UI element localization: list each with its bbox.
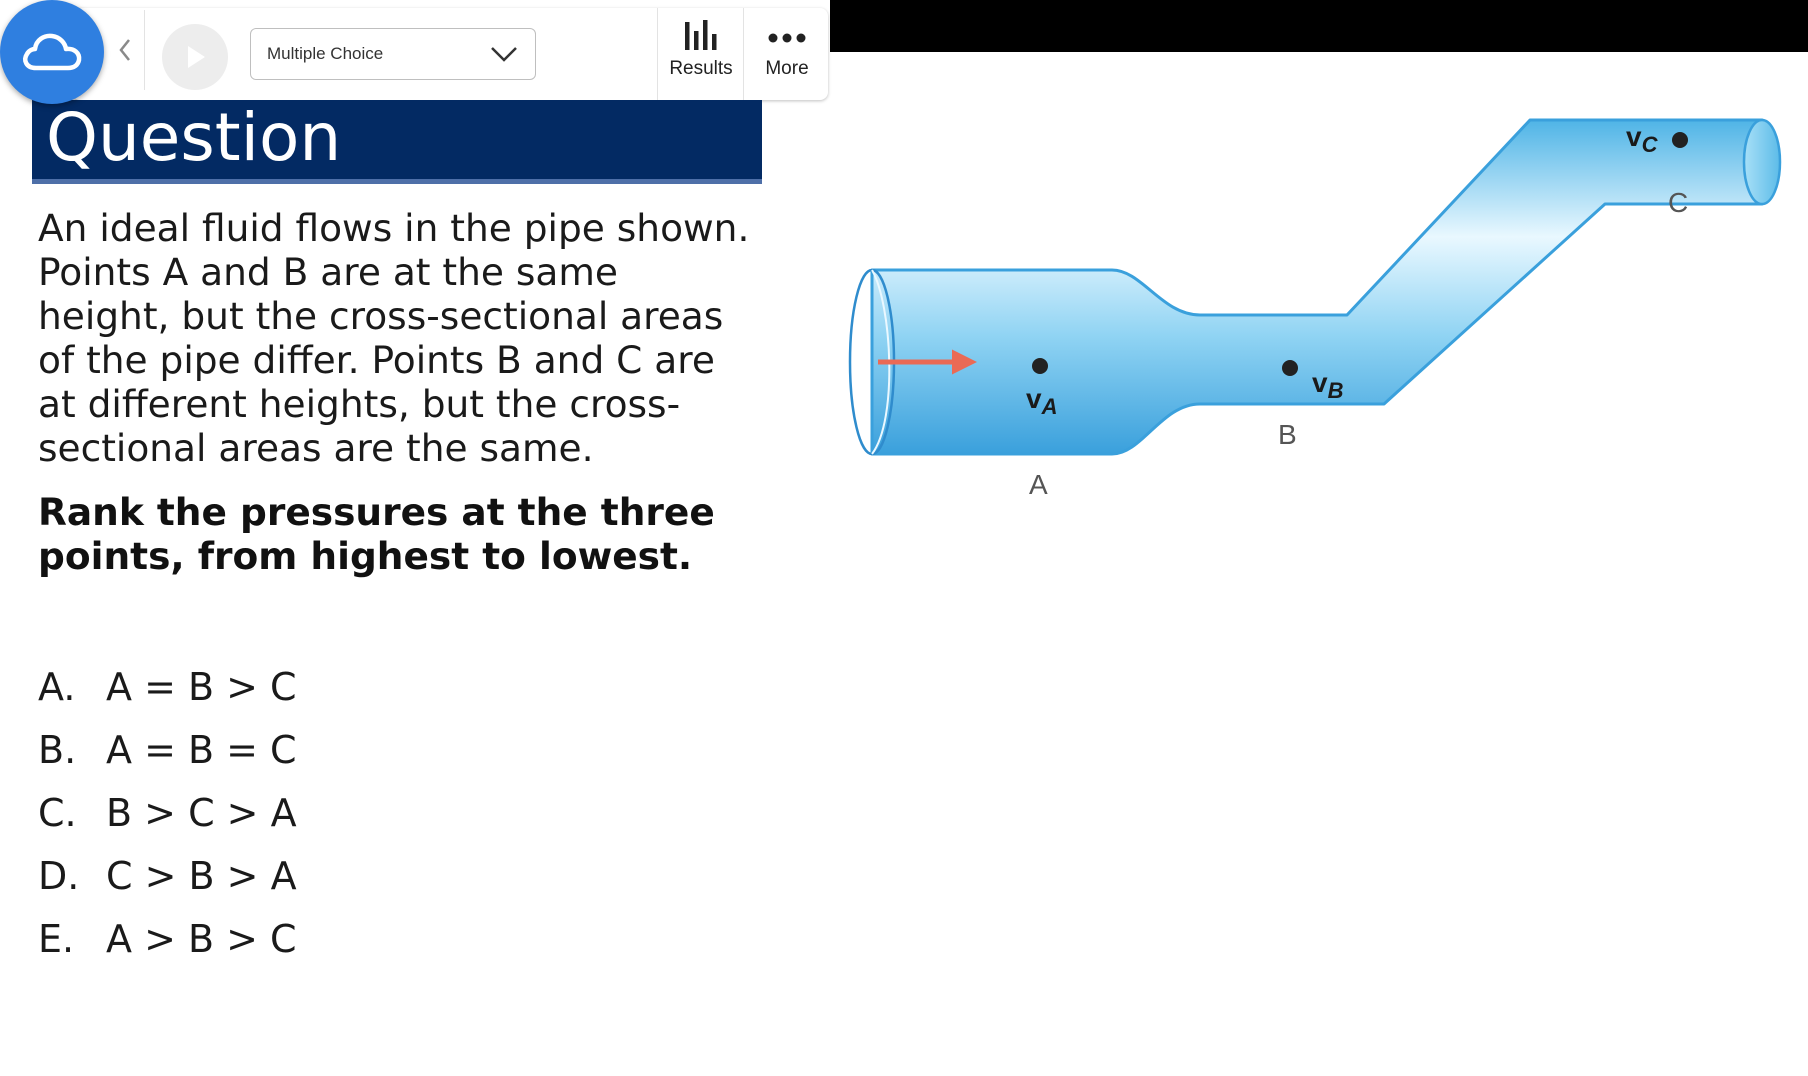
velocity-symbol: v	[1312, 367, 1328, 398]
choice-letter: E.	[38, 916, 75, 961]
question-type-value: Multiple Choice	[267, 44, 384, 63]
bar-chart-icon	[683, 18, 719, 52]
question-text: An ideal fluid flows in the pipe shown. Points A and B are at the same height, but the cross-sectional areas of the pipe differ. Points B and C are at different heights, but the cross-sectional areas are the same.	[38, 206, 750, 470]
answer-choice[interactable]	[38, 655, 297, 718]
choice-letter: B.	[38, 727, 77, 772]
pipe-diagram	[820, 70, 1808, 520]
answer-choice[interactable]	[38, 781, 297, 844]
choice-text: A > B > C	[106, 916, 297, 961]
point-label-b: B	[1278, 419, 1297, 450]
toolbar-divider	[144, 10, 145, 90]
choice-text: C > B > A	[106, 853, 297, 898]
more-label: More	[765, 58, 809, 79]
choice-text: B > C > A	[106, 790, 297, 835]
velocity-symbol: v	[1026, 383, 1042, 414]
choice-text: A = B = C	[106, 727, 297, 772]
choice-letter: C.	[38, 790, 77, 835]
answer-choices	[38, 655, 297, 970]
velocity-subscript: C	[1641, 132, 1658, 157]
question-type-select[interactable]	[250, 28, 536, 80]
pipe-outlet-end	[1744, 120, 1780, 204]
cloud-app-button[interactable]	[0, 0, 104, 104]
question-title: Question	[46, 99, 342, 176]
results-button[interactable]	[664, 18, 738, 94]
more-button[interactable]	[750, 18, 824, 94]
choice-letter: D.	[38, 853, 80, 898]
choice-letter: A.	[38, 664, 76, 709]
velocity-subscript: A	[1041, 394, 1058, 419]
cloud-icon	[20, 30, 84, 74]
chevron-down-icon	[489, 45, 519, 63]
velocity-symbol: v	[1626, 121, 1642, 152]
answer-choice[interactable]	[38, 718, 297, 781]
point-b-dot	[1282, 360, 1298, 376]
choice-text: A = B > C	[106, 664, 297, 709]
question-prompt: Rank the pressures at the three points, from highest to lowest.	[38, 490, 715, 578]
velocity-subscript: B	[1327, 378, 1344, 403]
point-label-c: C	[1668, 187, 1689, 218]
point-a-dot	[1032, 358, 1048, 374]
results-label: Results	[669, 58, 733, 79]
more-dots-icon	[765, 18, 809, 52]
play-button[interactable]	[162, 24, 228, 90]
toolbar-divider	[657, 8, 658, 100]
pipe-body	[872, 120, 1762, 454]
top-black-bar	[830, 0, 1808, 52]
answer-choice[interactable]	[38, 907, 297, 970]
point-c-dot	[1672, 132, 1688, 148]
question-header	[32, 100, 762, 184]
play-icon	[180, 42, 210, 72]
point-label-a: A	[1029, 469, 1048, 500]
toolbar-divider	[743, 8, 744, 100]
back-button[interactable]	[110, 30, 140, 70]
answer-choice[interactable]	[38, 844, 297, 907]
chevron-left-icon	[117, 37, 133, 63]
